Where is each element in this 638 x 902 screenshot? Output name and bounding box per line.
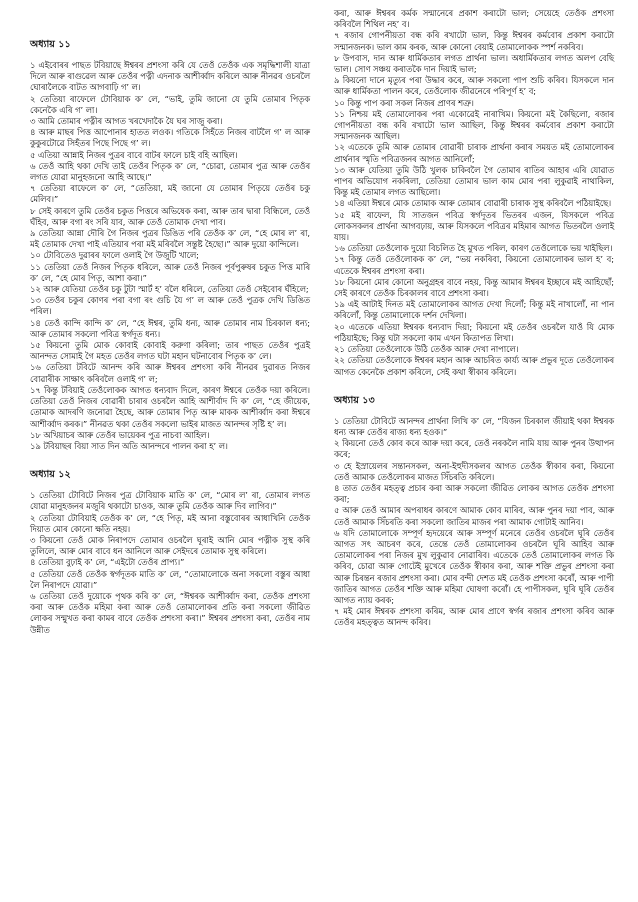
- right-column: [334, 8, 614, 629]
- chapter-11-body: [30, 60, 310, 452]
- verse-paragraph: ৪ তেতিয়া বুঢ়াই ক’ লে, “এইটো তেওঁৰ প্ৰাপ্য।”: [30, 557, 185, 568]
- verse-paragraph: ৬ যদি তোমালোকে সম্পূৰ্ণ হৃদয়েৰে আৰু সম্পূৰ্ণ মনেৰে তেওঁৰ ওচৰলৈ ঘূৰি তেওঁৰ আগত সৎ আচৰণ কৰে, তেন্তে তেওঁ তোমালোকৰ ওচৰলৈ ঘূৰি আহিব আৰু তোমালোকৰ পৰা নিজৰ মুখ লুকুৱাব নোৱাৰিব। এতেকে তেওঁ তোমালোকৰ লগত কি কৰিব, চোৱা আৰু গোটেই মুখেৰে তেওঁক স্বীকাৰ কৰা, আৰু শক্তি প্ৰভুৰ প্ৰশংসা কৰা আৰু চিৰন্তন ৰজাৰ প্ৰশংসা কৰা। মোৰ বন্দী দেশত মই তেওঁক প্ৰশংসা কৰোঁ, আৰু পাপী জাতিৰ আগত তেওঁৰ শক্তি আৰু মহিমা ঘোষণা কৰোঁ। হে পাপীসকল, ঘূৰি ঘূৰি তেওঁৰ আগত ন্যায় কৰক;: [334, 527, 614, 605]
- verse-paragraph: ২১ তেতিয়া তেওঁলোকে উঠি তেওঁক আৰু দেখা নাপালে।: [334, 344, 519, 355]
- verse-paragraph: ১৩ তেওঁৰ চকুৰ কোণৰ পৰা বগা ৰং গুচি যৈ গ’ ল আৰু তেওঁ পুত্ৰক দেখি ডিঙিত পৰিল।: [30, 295, 310, 317]
- chapter-12-body: [30, 490, 310, 636]
- verse-paragraph: ৬ তেওঁ আহি থকা দেখি তাই তেওঁৰ পিতৃক ক’ লে, “চোৱা, তোমাৰ পুত্ৰ আৰু তেওঁৰ লগত যোৱা মানুহজনো আহি আছে।”: [30, 160, 310, 183]
- verse-paragraph: ৭ তেতিয়া ৰাফেলে ক’ লে, “তেতিয়া, মই জানো যে তোমাৰ পিতৃয়ে তেওঁৰ চকু মেলিব।”: [30, 183, 310, 205]
- verse-paragraph: ১ এইবোৰৰ পাছত টবিয়াছে ঈশ্বৰৰ প্ৰশংসা কৰি যে তেওঁ তেওঁক এক সমৃদ্ধিশালী যাত্ৰা দিলে আৰু ৰাগুৱেল আৰু তেওঁৰ পত্নী এদনাক আশীৰ্ব্বাদ কৰিলে আৰু নীনৱৰ ওচৰলৈ ঘোৰালৈকে বাটত আগবাঢ়ি গ’ ল।: [30, 60, 310, 93]
- verse-paragraph: ২২ তেতিয়া তেওঁলোকে ঈশ্বৰৰ মহান আৰু আচৰিত কাৰ্য্য আৰু প্ৰভুৰ দূতে তেওঁলোকৰ আগত কেনেকৈ প্ৰকাশ কৰিলে, সেই কথা স্বীকাৰ কৰিলে।: [334, 355, 615, 377]
- verse-paragraph: ১৮ কিয়নো মোৰ কোনো অনুগ্ৰহৰ বাবে নহয়, কিন্তু আমাৰ ঈশ্বৰৰ ইচ্ছাৰে মই আহিছোঁ; সেই কাৰণে তেওঁক চিৰকালৰ বাবে প্ৰশংসা কৰা।: [334, 276, 614, 299]
- verse-paragraph: ৭ মই মোৰ ঈশ্বৰক প্ৰশংসা কৰিম, আৰু মোৰ প্ৰাণে স্বৰ্গৰ ৰজাৰ প্ৰশংসা কৰিব আৰু তেওঁৰ মহত্ত্বত আনন্দ কৰিব।: [334, 606, 614, 628]
- verse-paragraph: ১০ কিন্তু পাপ কৰা সকল নিজৰ প্ৰাণৰ শত্ৰু।: [334, 97, 474, 108]
- verse-paragraph: ২ তেতিয়া ৰাফেলে টোবিয়াক ক’ লে, “ভাই, তুমি জানো যে তুমি তোমাৰ পিতৃক কেনেকৈ এৰি গ’ লা।: [30, 93, 310, 115]
- verse-paragraph: ২ কিয়নো তেওঁ কোব কৰে আৰু দয়া কৰে, তেওঁ নৰকলৈ নামি যায় আৰু পুনৰ উত্থাপন কৰে;: [334, 438, 614, 460]
- verse-paragraph: ১৬ তেতিয়া তেওঁলোক দুয়ো বিচলিত হৈ মুখত পৰিল, কাৰণ তেওঁলোকে ভয় খাইছিল।: [334, 243, 613, 254]
- verse-paragraph: ৬ তেতিয়া তেওঁ দুয়োকে পৃথক কৰি ক’ লে, “ঈশ্বৰক আশীৰ্ব্বাদ কৰা, তেওঁক প্ৰশংসা কৰা আৰু তেওঁক মহিমা কৰা আৰু তেওঁ তোমালোকৰ প্ৰতি কৰা সকলো জীৱিত লোকৰ সন্মুখত কৰা কামৰ বাবে তেওঁক প্ৰশংসা কৰা।” ঈশ্বৰৰ প্ৰশংসা কৰা, তেওঁৰ নাম উন্নীত: [30, 590, 310, 635]
- verse-paragraph: ৩ হে ইস্ৰায়েলৰ সন্তানসকল, অনা-ইহুদীসকলৰ আগত তেওঁক স্বীকাৰ কৰা, কিয়নো তেওঁ আমাক তেওঁলোকৰ মাজত সিঁচৰতি কৰিলে।: [334, 460, 614, 482]
- verse-paragraph: ৮ উপবাস, দান আৰু ধাৰ্মিকতাৰ লগত প্ৰাৰ্থনা ভাল। অধাৰ্মিকতাৰ লগত অলপ বেছি ভাল। সোণ সঞ্চয় কৰাতকৈ দান দিয়াই ভাল;: [334, 52, 614, 75]
- verse-paragraph: ৪ তাত তেওঁৰ মহত্ত্ব প্ৰচাৰ কৰা আৰু সকলো জীৱিত লোকৰ আগত তেওঁক প্ৰশংসা কৰা;: [334, 482, 614, 505]
- verse-paragraph: ৩ কিয়নো তেওঁ মোক নিৰাপদে তোমাৰ ওচৰলৈ ঘূৰাই আনি মোৰ পত্নীক সুস্থ কৰি তুলিলে, আৰু মোৰ বাবে ধন আনিলে আৰু সেইদৰে তোমাক সুস্থ কৰিলে।: [30, 534, 310, 557]
- verse-paragraph: ৫ আৰু তেওঁ আমাৰ অপৰাধৰ কাৰণে আমাক কোব মাৰিব, আৰু পুনৰ দয়া পাব, আৰু তেওঁ আমাক সিঁচৰতি কৰা সকলো জাতিৰ মাজৰ পৰা আমাক গোটাই আনিব।: [334, 505, 614, 527]
- left-column: [30, 34, 310, 636]
- verse-paragraph: ১২ এতেকে তুমি আৰু তোমাৰ বোৱাৰী চাৰাক প্ৰাৰ্থনা কৰাৰ সময়ত মই তোমালোকৰ প্ৰাৰ্থনাৰ স্মৃতি পবিত্ৰজনৰ আগত আনিলোঁ;: [334, 142, 614, 164]
- verse-paragraph: ৪ আৰু মাছৰ পিত্ত আপোনাৰ হাতত লওক। গতিকে সিহঁতে নিজৰ বাটলৈ গ’ ল আৰু কুকুৰটোৱে সিহঁতৰ পিছে পিছে গ’ ল।: [30, 127, 310, 149]
- verse-paragraph: ১ তেতিয়া টোবিটে নিজৰ পুত্ৰ টোবিয়াক মাতি ক’ লে, “মোৰ ল’ ৰা, তোমাৰ লগত যোৱা মানুহজনৰ মজুৰি থকাটো চাওক, আৰু তুমি তেওঁক আৰু দিব লাগিব।”: [30, 490, 310, 512]
- verse-paragraph: ১৯ টবিয়াছৰ বিয়া সাত দিন অতি আনন্দৰে পালন কৰা হ’ ল।: [30, 440, 228, 451]
- verse-paragraph: ৭ ৰজাৰ গোপনীয়তা বন্ধ কৰি ৰখাটো ভাল, কিন্তু ঈশ্বৰৰ কৰ্মবোৰ প্ৰকাশ কৰাটো সন্মানজনক। ভাল কাম কৰক, আৰু কোনো বেয়াই তোমালোকক স্পৰ্শ নকৰিব।: [334, 30, 614, 52]
- verse-paragraph: ৮ সেই কাৰণে তুমি তেওঁৰ চকুত পিত্তৰে অভিষেক কৰা, আৰু তাৰ দ্বাৰা বিন্ধিলে, তেওঁ ঘঁহিব, আৰু বগা ৰং সৰি যাব, আৰু তেওঁ তোমাক দেখা পাব।: [30, 205, 310, 227]
- chapter-12-continued: [334, 8, 614, 378]
- verse-paragraph: ২০ এতেকে এতিয়া ঈশ্বৰক ধন্যবাদ দিয়া; কিয়নো মই তেওঁৰ ওচৰলৈ যাওঁ যি মোক পঠিয়াইছে; কিন্তু ঘটা সকলো কাম এখন কিতাপত লিখা।: [334, 321, 614, 343]
- verse-paragraph: ৯ কিয়নো দানে মৃত্যুৰ পৰা উদ্ধাৰ কৰে, আৰু সকলো পাপ শুচি কৰিব। যিসকলে দান আৰু ধাৰ্মিকতা পালন কৰে, তেওঁলোক জীৱনেৰে পৰিপূৰ্ণ হ’ ব;: [334, 75, 614, 97]
- verse-paragraph: ১৯ এই আটাই দিনত মই তোমালোকৰ আগত দেখা দিলোঁ; কিন্তু মই নাখালোঁ, না পান কৰিলোঁ, কিন্তু তোমালোকে দৰ্শন দেখিলা।: [334, 299, 614, 321]
- verse-paragraph: ১৫ কিয়নো তুমি মোক কোবাই কোবাই করুণা কৰিলা; তাৰ পাছত তেওঁৰ পুত্ৰই আনন্দত সোমাই গৈ মহত তেওঁৰ লগত ঘটা মহান ঘটনাবোৰ পিতৃক ক’ লে।: [30, 340, 310, 362]
- verse-paragraph: ১২ আৰু যেতিয়া তেওঁৰ চকু টুটা স্মাৰ্ট হ’ বলৈ ধৰিলে, তেতিয়া তেওঁ সেইবোৰ ঘঁহিলে;: [30, 284, 309, 295]
- verse-paragraph: ২ তেতিয়া টোবিয়াই তেওঁক ক’ লে, “হে পিতৃ, মই আনা বস্তুবোৰৰ আধাখিনি তেওঁক দিয়াত মোৰ কোনো ক্ষতি নহয়।: [30, 512, 310, 534]
- chapter-heading-11: অধ্যায় ১১: [30, 39, 71, 50]
- verse-paragraph: কৰা, আৰু ঈশ্বৰৰ কৰ্মক সন্মানেৰে প্ৰকাশ কৰাটো ভাল; সেয়েহে তেওঁক প্ৰশংসা কৰিবলৈ শিথিল নহ’ ব।: [334, 8, 614, 30]
- verse-paragraph: ১৮ অখিয়াচৰ আৰু তেওঁৰ ভায়েকৰ পুত্ৰ নাচবা আহিল।: [30, 429, 210, 440]
- verse-paragraph: ১৭ কিন্তু টবিয়াই তেওঁলোকক আগত ধন্যবাদ দিলে, কাৰণ ঈশ্বৰে তেওঁক দয়া কৰিলে। তেতিয়া তেওঁ নিজৰ বোৱাৰী চাৰাৰ ওচৰলৈ আহি আশীৰ্বাদ দি ক’ লে, “হে জীয়েক, তোমাক আদৰণি জনোৱা হৈছে, আৰু তোমাৰ পিতৃ আৰু মাকক আশীৰ্ব্বাদ কৰা ঈশ্বৰে আশীৰ্ব্বাদ কৰক।” নীনৱত থকা তেওঁৰ সকলো ভাইৰ মাজত আনন্দৰ সৃষ্টি হ’ ল।: [30, 384, 310, 429]
- verse-paragraph: ১৪ এতিয়া ঈশ্বৰে মোক তোমাক আৰু তোমাৰ বোৱাৰী চাৰাক সুস্থ কৰিবলৈ পঠিয়াইছে।: [334, 198, 612, 209]
- verse-paragraph: ৫ তেতিয়া তেওঁ তেওঁক স্বৰ্গদূতক মাতি ক’ লে, “তোমালোকে অনা সকলো বস্তুৰ আধা লৈ নিৰাপদে যোৱা।”: [30, 568, 310, 590]
- verse-paragraph: ১৫ মই ৰাফেল, যি সাতজন পবিত্ৰ স্বৰ্গদূতৰ ভিতৰৰ এজন, যিসকলে পবিত্ৰ লোকসকলৰ প্ৰাৰ্থনা আগবঢ়ায়, আৰু যিসকলে পবিত্ৰৰ মহিমাৰ আগত ভিতৰলৈ ওলাই যায়।: [334, 209, 614, 243]
- verse-paragraph: ১৩ আৰু যেতিয়া তুমি উঠি খুলক চাকিবলৈ গৈ তোমাৰ ৰাতিৰ আহাৰ এৰি যোৱাত পাপৰ অভিযোগ নকৰিলা, তেতিয়া তোমাৰ ভাল কাম মোৰ পৰা লুকুৱাই নাথাকিল, কিন্তু মই তোমাৰ লগত আছিলো।: [334, 164, 614, 198]
- verse-paragraph: ৩ আমি তোমাৰ পত্নীৰ আগত খৰখেদাকৈ যৈ ঘৰ সাজু কৰা।: [30, 116, 223, 127]
- chapter-heading-12: অধ্যায় ১২: [30, 469, 71, 481]
- verse-paragraph: ৫ এতিয়া আন্নাই নিজৰ পুত্ৰৰ বাবে বাটৰ ফালে চাই বহি আছিল।: [30, 149, 238, 160]
- chapter-13-body: [334, 416, 614, 629]
- verse-paragraph: ১ তেতিয়া টোবিটে আনন্দৰ প্ৰাৰ্থনা লিখি ক’ লে, “যিজন চিৰকাল জীয়াই থকা ঈশ্বৰক ধন্য আৰু তেওঁৰ ৰাজ্য ধন্য হওক।”: [334, 415, 614, 437]
- verse-paragraph: ১০ টোবিতেও দুৱাৰৰ ফালে ওলাই গৈ উজুটি খালে;: [30, 250, 199, 261]
- verse-paragraph: ১১ তেতিয়া তেওঁ নিজৰ পিতৃক ধৰিলে, আৰু তেওঁ নিজৰ পূৰ্বপুৰুষৰ চকুত পিত্ত মাৰি ক’ লে, “হে মোৰ পিতৃ, আশা কৰা।”: [30, 261, 310, 283]
- verse-paragraph: ৯ তেতিয়া আন্না দৌৰি গৈ নিজৰ পুত্ৰৰ ডিঙিত পৰি তেওঁক ক’ লে, “হে মোৰ ল’ ৰা, মই তোমাক দেখা পাই এতিয়াৰ পৰা মই মৰিবলৈ সন্তুষ্ট হৈছো।” আৰু দুয়ো কান্দিলে।: [30, 228, 310, 250]
- chapter-heading-13: অধ্যায় ১৩: [334, 394, 375, 406]
- verse-paragraph: ১৬ তেতিয়া টবিটে আনন্দ কৰি আৰু ঈশ্বৰৰ প্ৰশংসা কৰি নীনৱৰ দুৱাৰত নিজৰ বোৱাৰীক সাক্ষাৎ কৰিবলৈ ওলাই গ’ ল;: [30, 362, 310, 384]
- verse-paragraph: ১৪ তেওঁ কান্দি কান্দি ক’ লে, “হে ঈশ্বৰ, তুমি ধন্য, আৰু তোমাৰ নাম চিৰকাল ধন্য; আৰু তোমাৰ সকলো পবিত্ৰ স্বৰ্গদূত ধন্য।: [30, 317, 310, 339]
- verse-paragraph: ১১ নিশ্চয় মই তোমালোকৰ পৰা একোৱেই নাৰাখিম। কিয়নো মই কৈছিলো, ৰজাৰ গোপনীয়তা বন্ধ কৰি ৰখাটো ভাল আছিল, কিন্তু ঈশ্বৰৰ কৰ্মবোৰ প্ৰকাশ কৰাটো সন্মানজনক আছিল।: [334, 108, 614, 142]
- verse-paragraph: ১৭ কিন্তু তেওঁ তেওঁলোকক ক’ লে, “ভয় নকৰিবা, কিয়নো তোমালোকৰ ভাল হ’ ব; এতেকে ঈশ্বৰৰ প্ৰশংসা কৰা।: [334, 254, 614, 276]
